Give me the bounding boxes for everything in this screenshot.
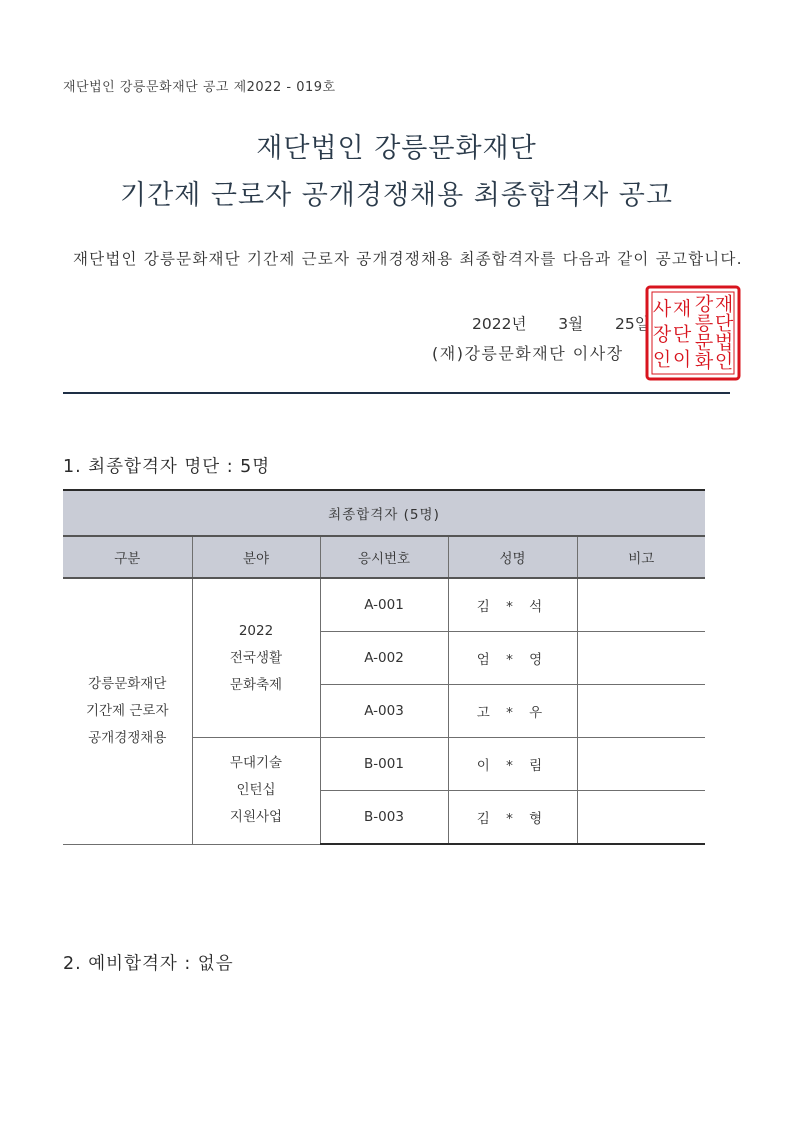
date-day: 25일 (615, 315, 650, 333)
seal-char: 재 (672, 298, 692, 320)
field-line: 문화축제 (229, 676, 283, 693)
seal-char: 인 (714, 350, 734, 373)
page-title-line1: 재단법인 강릉문화재단 (256, 133, 537, 164)
header-category: 구분 (63, 536, 192, 578)
seal-char: 문 (694, 331, 714, 354)
header-name: 성명 (448, 536, 577, 578)
category-line: 기간제 근로자 (85, 702, 169, 719)
table-caption: 최종합격자 (5명) (63, 490, 705, 536)
date-year: 2022년 (472, 315, 527, 333)
applicant-number: B-003 (320, 791, 448, 845)
notice-date (472, 312, 650, 334)
applicant-number: A-001 (320, 578, 448, 632)
seal-char: 단 (672, 323, 692, 346)
field-line: 2022 (238, 622, 274, 639)
seal-char: 법 (714, 331, 734, 354)
field-cell (192, 738, 320, 845)
applicant-note (577, 685, 705, 738)
applicant-number: A-002 (320, 632, 448, 685)
category-line: 강릉문화재단 (88, 675, 167, 692)
seal-char: 이 (672, 348, 692, 371)
category-cell (63, 578, 192, 844)
applicant-name: 김 * 석 (448, 578, 577, 632)
field-line: 인턴십 (236, 782, 276, 799)
applicant-name: 이 * 림 (448, 738, 577, 791)
seal-char: 단 (714, 312, 734, 335)
signer-name: (재)강릉문화재단 이사장 (432, 344, 624, 363)
applicant-note (577, 791, 705, 845)
field-cell (192, 578, 320, 738)
header-field: 분야 (192, 536, 320, 578)
applicant-note (577, 632, 705, 685)
applicant-note (577, 578, 705, 632)
field-line: 전국생활 (229, 649, 283, 666)
seal-char: 화 (694, 350, 714, 373)
notice-body-text: 재단법인 강릉문화재단 기간제 근로자 공개경쟁채용 최종합격자를 다음과 같이 공고합니다. (73, 250, 743, 268)
header-note: 비고 (577, 536, 705, 578)
applicant-name: 김 * 형 (448, 791, 577, 845)
seal-char: 사 (652, 298, 672, 320)
page-title-line2: 기간제 근로자 공개경쟁채용 최종합격자 공고 (120, 180, 673, 211)
table-row (63, 578, 705, 632)
applicant-name: 고 * 우 (448, 685, 577, 738)
seal-char: 장 (652, 323, 672, 346)
header-number: 응시번호 (320, 536, 448, 578)
applicant-name: 엄 * 영 (448, 632, 577, 685)
official-seal-icon (644, 284, 742, 382)
category-line: 공개경쟁채용 (88, 729, 167, 746)
final-results-table (63, 489, 705, 845)
field-line: 지원사업 (229, 809, 283, 826)
seal-char: 릉 (694, 312, 714, 335)
seal-char: 강 (694, 293, 714, 316)
section2-title: 2. 예비합격자 : 없음 (63, 954, 234, 974)
applicant-number: A-003 (320, 685, 448, 738)
seal-char: 재 (714, 293, 734, 316)
seal-char: 인 (652, 348, 672, 371)
header-divider (63, 392, 730, 394)
date-month: 3월 (558, 315, 584, 333)
applicant-number: B-001 (320, 738, 448, 791)
applicant-note (577, 738, 705, 791)
notice-number: 재단법인 강릉문화재단 공고 제2022 - 019호 (63, 80, 336, 95)
field-line: 무대기술 (229, 755, 283, 772)
section1-title: 1. 최종합격자 명단 : 5명 (63, 457, 271, 477)
